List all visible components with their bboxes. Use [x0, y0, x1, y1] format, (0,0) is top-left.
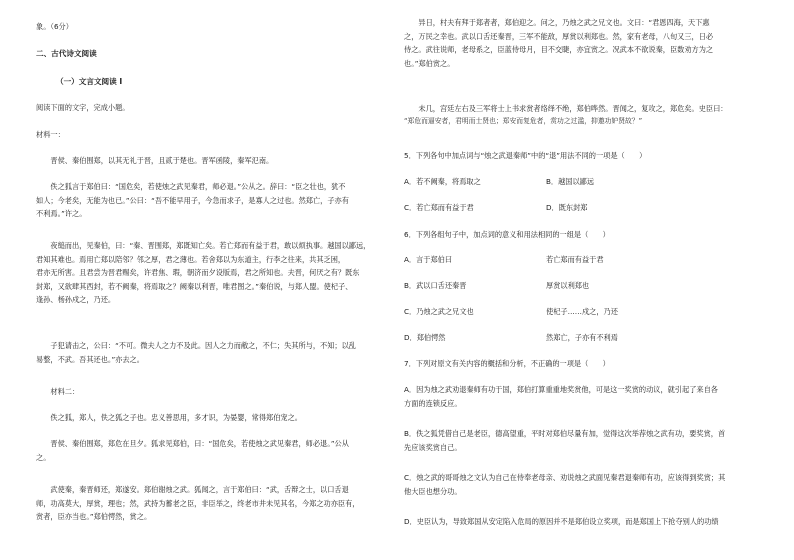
text-line: 未几，宫廷左右及三军将士上书求赏者络绎不绝，郑伯哗然。晋闻之，复攻之，郑危矣。史臣曰：	[418, 104, 728, 113]
option-c: C．若亡郑而有益于君	[404, 203, 474, 212]
text-line: 易整，不武。吾其还也。”亦去之。	[36, 354, 144, 364]
text-line: 不利焉。”许之。	[36, 209, 87, 218]
text-line: 君亦无所害。且君尝为晋君赐矣，许君焦、瑕，朝济而夕设版焉，君之所知也。夫晋，何厌之有？既东	[36, 268, 360, 277]
material-one-label: 材料一：	[36, 130, 65, 139]
paragraph: 晋侯、秦伯围郑，以其无礼于晋，且贰于楚也。晋军函陵，秦军氾南。	[50, 156, 274, 165]
paragraph	[36, 438, 386, 463]
text-line: A．因为烛之武劝退秦师有功于国，郑伯打算重重地奖赏他，可是这一奖赏的动议，就引起了来自各	[404, 385, 718, 394]
paragraph	[404, 17, 768, 69]
question-5-options-row	[404, 203, 587, 213]
sub-title: （一）文言文阅读 I	[56, 77, 123, 86]
paragraph	[36, 340, 386, 365]
paragraph	[36, 181, 386, 220]
text-line: B．佚之狐凭借自己是老臣，德高望重，平时对郑伯尽量有加，觉得这次举荐烛之武有功，要奖赏，首	[404, 429, 726, 438]
question-7-option-c	[404, 472, 768, 497]
section-title: 二、古代诗文阅读	[36, 49, 97, 58]
question-5: 5．下列各句中加点词与“烛之武退秦师”中的“退”用法不同的一项是（ ）	[404, 151, 647, 160]
text-line: 异日，村夫有拜于郑者者，郑伯迎之。问之，乃烛之武之兄文也。文曰：“君恩四海，天下惠	[418, 18, 710, 27]
text-line: C．烛之武的哥哥烛之文认为自己在侍奉老母亲、劝说烛之武面见秦君退秦师有功，应该得到奖赏；其	[404, 473, 726, 482]
option-a-left: A．言于郑伯曰	[404, 255, 453, 264]
text-line: 方面的连锁反应。	[404, 398, 462, 408]
text-line: 师，功高莫大，厚赏，理也；然，武持为蓄老之臣，非臣举之，终老市井未见其名，今郑之功亦臣有，	[36, 498, 360, 508]
text-line: 夜缒而出，见秦伯，曰：“秦、晋围郑，郑既知亡矣。若亡郑而有益于君，敢以烦执事。越国以鄙远，	[50, 241, 371, 250]
question-6-option-c	[404, 307, 618, 317]
question-7-option-d: D．史臣认为，导致郑国从安定陷入危局的原因并不是郑伯设立奖项，而是郑国上下抢夺别人的功绩	[404, 517, 719, 526]
text-line: 象。（6分）	[36, 22, 73, 31]
question-6-option-b	[404, 281, 589, 291]
paragraph	[36, 484, 386, 523]
question-6-option-d	[404, 333, 618, 343]
text-line: 他大臣也想分功。	[404, 486, 462, 496]
option-d-right: 然郑亡，子亦有不利焉	[546, 333, 618, 342]
option-c-left: C．乃烛之武之兄文也	[404, 307, 474, 316]
option-a: A．若不阙秦，将焉取之	[404, 177, 481, 186]
text-line: 子犯请击之，公曰：“不可。微夫人之力不及此。因人之力而敝之，不仁；失其所与，不知；以乱	[50, 341, 356, 350]
option-b-right: 厚赏以利郑也	[546, 281, 590, 290]
text-line: 之。	[36, 452, 51, 462]
text-line: 晋侯、秦伯围郑，郑危在旦夕。狐求见郑伯，曰：“国危矣，若使烛之武见秦君，师必退。”公从	[50, 439, 349, 448]
text-line: 君知其难也。焉用亡郑以陪邻？邻之厚，君之薄也。若舍郑以为东道主，行李之往来，共其乏困，	[36, 254, 346, 264]
text-line: 侍之。武往说师，老母系之，臣蓝侍母月，目不交睫，亦宜赏之。况武本不欲说秦，臣数劝方为之	[404, 45, 714, 54]
instruction: 阅读下面的文字，完成小题。	[36, 103, 130, 112]
text-line: 也。”郑伯赏之。	[404, 58, 455, 68]
text-line: 武使秦，秦晋师还，郑遂安。郑伯谢烛之武。狐闻之，言于郑伯曰：“武，舌辩之士，以口舌退	[50, 485, 349, 494]
paragraph	[36, 240, 386, 306]
paragraph	[404, 103, 768, 127]
option-b-left: B．武以口舌还秦晋	[404, 281, 467, 290]
text-line: “郑危而逼安者，君明而士贤也；郑安而复危者，赏功之过滥，抑邀功妒贤故？”	[404, 116, 643, 125]
question-7-option-b	[404, 428, 768, 453]
text-line: 如人；今老矣，无能为也已。”公曰：“吾不能早用子，今急而求子，是寡人之过也。然郑亡，子亦有	[36, 195, 349, 205]
text-line: 之，万民之幸也。武以口舌还秦晋，三军不能敌，厚赏以利郑也。然，家有老母，八旬又三，日必	[404, 31, 714, 41]
question-5-options-row	[404, 177, 594, 187]
text-line: 佚之狐言于郑伯曰：“国危矣，若使烛之武见秦君，师必退。”公从之。辞曰：“臣之壮也，犹不	[50, 182, 346, 191]
text-line: 逢孙、杨孙戍之，乃还。	[36, 295, 116, 304]
question-7-option-a	[404, 384, 768, 409]
option-d-left: D．郑伯愕然	[404, 333, 446, 342]
paragraph: 佚之狐，郑人，佚之狐之子也。忠义善思用，多才识，为晏婴，常得郑伯宠之。	[50, 413, 302, 422]
option-b: B．越国以鄙远	[546, 177, 595, 186]
option-c-right: 使杞子……戍之，乃还	[546, 307, 618, 316]
text-line: 封郑，又欲肆其西封，若不阙秦，将焉取之？阙秦以利晋，唯君图之。”秦伯说，与郑人盟。使杞子、	[36, 281, 353, 291]
question-7: 7．下列对原文有关内容的概括和分析，不正确的一项是（ ）	[404, 359, 610, 368]
text-line: 赏者，臣亦当也。”郑伯愕然，赏之。	[36, 512, 152, 521]
material-two-label: 材料二：	[50, 387, 80, 396]
question-6: 6．下列各组句子中，加点词的意义和用法相同的一组是（ ）	[404, 230, 610, 239]
option-d: D．既东封郑	[546, 203, 588, 212]
option-a-right: 若亡郑而有益于君	[546, 255, 604, 264]
text-line: 先应该奖赏自己。	[404, 442, 462, 452]
question-6-option-a	[404, 255, 604, 265]
